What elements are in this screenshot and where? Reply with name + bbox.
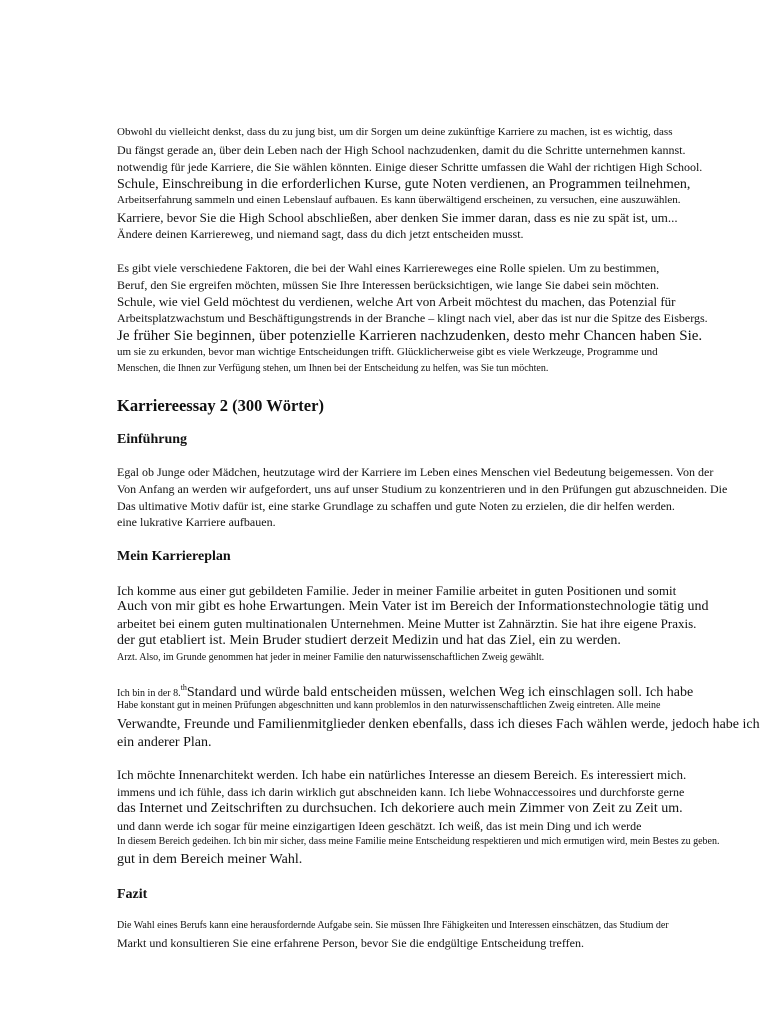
text-line: Auch von mir gibt es hohe Erwartungen. Mein Vater ist im Bereich der Informationstechnologie tätig und <box>117 599 709 614</box>
text-line: Schule, wie viel Geld möchtest du verdienen, welche Art von Arbeit möchtest du machen, das Potenzial für <box>117 294 676 309</box>
text-line: Von Anfang an werden wir aufgefordert, uns auf unser Studium zu konzentrieren und in den Prüfungen gut abzuschneiden. Die <box>117 482 728 496</box>
text-line: Je früher Sie beginnen, über potenzielle Karrieren nachzudenken, desto mehr Chancen haben Sie. <box>117 328 703 344</box>
text-line: gut in dem Bereich meiner Wahl. <box>117 852 303 867</box>
text-line: Schule, Einschreibung in die erforderlichen Kurse, gute Noten verdienen, an Programmen teilnehmen, <box>117 177 691 192</box>
text-line: Menschen, die Ihnen zur Verfügung stehen, um Ihnen bei der Entscheidung zu helfen, was Sie tun möchten. <box>117 363 549 374</box>
text-fragment: Ich bin in der 8. <box>117 688 181 699</box>
text-line: der gut etabliert ist. Mein Bruder studiert derzeit Medizin und hat das Ziel, ein zu werden. <box>117 633 621 648</box>
heading-conclusion: Fazit <box>117 887 148 902</box>
text-line: Du fängst gerade an, über dein Leben nach der High School nachzudenken, damit du die Schritte unternehmen kannst. <box>117 143 686 157</box>
text-line: Markt und konsultieren Sie eine erfahrene Person, bevor Sie die endgültige Entscheidung treffen. <box>117 936 584 950</box>
text-line: ein anderer Plan. <box>117 735 212 750</box>
text-line: Es gibt viele verschiedene Faktoren, die bei der Wahl eines Karriereweges eine Rolle spielen. Um zu bestimmen, <box>117 261 660 275</box>
heading-plan: Mein Karriereplan <box>117 549 231 564</box>
text-line: Ändere deinen Karriereweg, und niemand sagt, dass du dich jetzt entscheiden musst. <box>117 227 524 241</box>
heading-intro: Einführung <box>117 432 188 447</box>
text-line: und dann werde ich sogar für meine einzigartigen Ideen geschätzt. Ich weiß, das ist mein Ding und ich werde <box>117 819 642 833</box>
text-line: das Internet und Zeitschriften zu durchsuchen. Ich dekoriere auch mein Zimmer von Zeit zu Zeit um. <box>117 801 683 816</box>
text-line: In diesem Bereich gedeihen. Ich bin mir sicher, dass meine Familie meine Entscheidung respektieren und mich ermutigen wird, mein Bestes zu geben. <box>117 836 720 847</box>
text-line: Habe konstant gut in meinen Prüfungen abgeschnitten und kann problemlos in den naturwissenschaftlichen Zweig eintreten. Alle meine <box>117 700 661 711</box>
text-line: Verwandte, Freunde und Familienmitglieder denken ebenfalls, dass ich dieses Fach wählen werde, jedoch habe ich <box>117 717 760 732</box>
text-line: um sie zu erkunden, bevor man wichtige Entscheidungen trifft. Glücklicherweise gibt es viele Werkzeuge, Programme und <box>117 346 658 358</box>
text-line: Arbeitsplatzwachstum und Beschäftigungstrends in der Branche – klingt nach viel, aber das ist nur die Spitze des Eisbergs. <box>117 311 708 325</box>
text-line: Arbeitserfahrung sammeln und einen Lebenslauf aufbauen. Es kann überwältigend erscheinen, zu versuchen, eine auszuwählen. <box>117 194 681 206</box>
text-line: Die Wahl eines Berufs kann eine herausfordernde Aufgabe sein. Sie müssen Ihre Fähigkeiten und Interessen einschätzen, das Studium der <box>117 920 669 931</box>
text-line: Obwohl du vielleicht denkst, dass du zu jung bist, um dir Sorgen um deine zukünftige Karriere zu machen, ist es wichtig, dass <box>117 126 673 138</box>
superscript: th <box>180 683 187 692</box>
text-line: Egal ob Junge oder Mädchen, heutzutage wird der Karriere im Leben eines Menschen viel Bedeutung beigemessen. Von der <box>117 465 714 479</box>
text-line: Ich möchte Innenarchitekt werden. Ich habe ein natürliches Interesse an diesem Bereich. Es interessiert mich. <box>117 767 687 782</box>
text-line: Beruf, den Sie ergreifen möchten, müssen Sie Ihre Interessen berücksichtigen, wie lange Sie dabei sein möchten. <box>117 278 659 292</box>
text-line: eine lukrative Karriere aufbauen. <box>117 515 276 529</box>
text-line-with-superscript <box>117 684 693 700</box>
text-line: Karriere, bevor Sie die High School abschließen, aber denken Sie immer daran, dass es nie zu spät ist, um... <box>117 210 678 225</box>
text-line: immens und ich fühle, dass ich darin wirklich gut abschneiden kann. Ich liebe Wohnaccessoires und durchforste gerne <box>117 785 685 799</box>
text-line: notwendig für jede Karriere, die Sie wählen könnten. Einige dieser Schritte umfassen die Wahl der richtigen High School. <box>117 160 703 174</box>
text-fragment: Standard und würde bald entscheiden müssen, welchen Weg ich einschlagen soll. Ich habe <box>186 685 694 700</box>
text-line: Ich komme aus einer gut gebildeten Familie. Jeder in meiner Familie arbeitet in guten Positionen und somit <box>117 583 677 598</box>
text-line: Das ultimative Motiv dafür ist, eine starke Grundlage zu schaffen und gute Noten zu erzielen, die dir helfen werden. <box>117 499 675 513</box>
essay-title: Karriereessay 2 (300 Wörter) <box>117 396 324 415</box>
text-line: Arzt. Also, im Grunde genommen hat jeder in meiner Familie den naturwissenschaftlichen Zweig gewählt. <box>117 652 545 663</box>
text-line: arbeitet bei einem guten multinationalen Unternehmen. Meine Mutter ist Zahnärztin. Sie hat ihre eigene Praxis. <box>117 616 697 631</box>
